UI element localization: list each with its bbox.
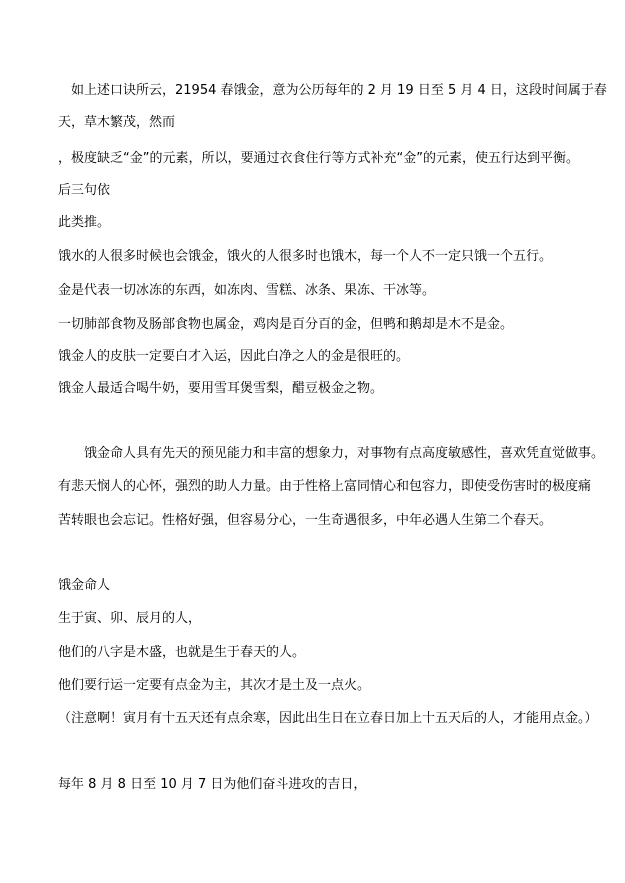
paragraph-1-line-5: 此类推。	[58, 215, 111, 230]
paragraph-1-line-2: 天，草木繁茂，然而	[58, 115, 176, 130]
text-line-lucky-days: 每年 8 月 8 日至 10 月 7 日为他们奋斗进攻的吉日，	[58, 777, 367, 792]
paragraph-1-line-3: ，极度缺乏“金”的元素，所以，要通过衣食住行等方式补充“金”的元素，使五行达到平衡。	[58, 151, 579, 166]
paragraph-1-line-4: 后三句依	[58, 183, 111, 198]
text-line-milk: 饿金人最适合喝牛奶，要用雪耳煲雪梨，醋豆极金之物。	[58, 381, 384, 396]
text-line-frozen: 金是代表一切冰冻的东西，如冻肉、雪糕、冰条、果冻、干冰等。	[58, 283, 436, 298]
paragraph-2-line-2: 有悲天悯人的心怀，强烈的助人力量。由于性格上富同情心和包容力，即使受伤害时的极度痛	[58, 479, 592, 494]
text-line-water-fire: 饿水的人很多时候也会饿金，饿火的人很多时也饿木，每一个人不一定只饿一个五行。	[58, 249, 553, 264]
text-line-birth-month: 生于寅、卯、辰月的人，	[58, 611, 202, 626]
section-heading: 饿金命人	[58, 578, 111, 593]
text-line-note: （注意啊！寅月有十五天还有点余寒，因此出生日在立春日加上十五天后的人，才能用点金。）	[58, 711, 598, 726]
text-line-skin: 饿金人的皮肤一定要白才入运，因此白净之人的金是很旺的。	[58, 349, 410, 364]
paragraph-2-line-3: 苦转眼也会忘记。性格好强，但容易分心，一生奇遇很多，中年必遇人生第二个春天。	[58, 513, 553, 528]
paragraph-2-line-1: 饿金命人具有先天的预见能力和丰富的想象力，对事物有点高度敏感性，喜欢凭直觉做事。	[58, 446, 605, 461]
paragraph-1-line-1: 如上述口诀所云，21954 春饿金，意为公历每年的 2 月 19 日至 5 月 4 日，这段时间属于春	[58, 83, 607, 98]
text-line-bazi: 他们的八字是木盛，也就是生于春天的人。	[58, 645, 306, 660]
text-line-lung-food: 一切肺部食物及肠部食物也属金，鸡肉是百分百的金，但鸭和鹅却是木不是金。	[58, 317, 514, 332]
text-line-luck: 他们要行运一定要有点金为主，其次才是土及一点火。	[58, 678, 371, 693]
